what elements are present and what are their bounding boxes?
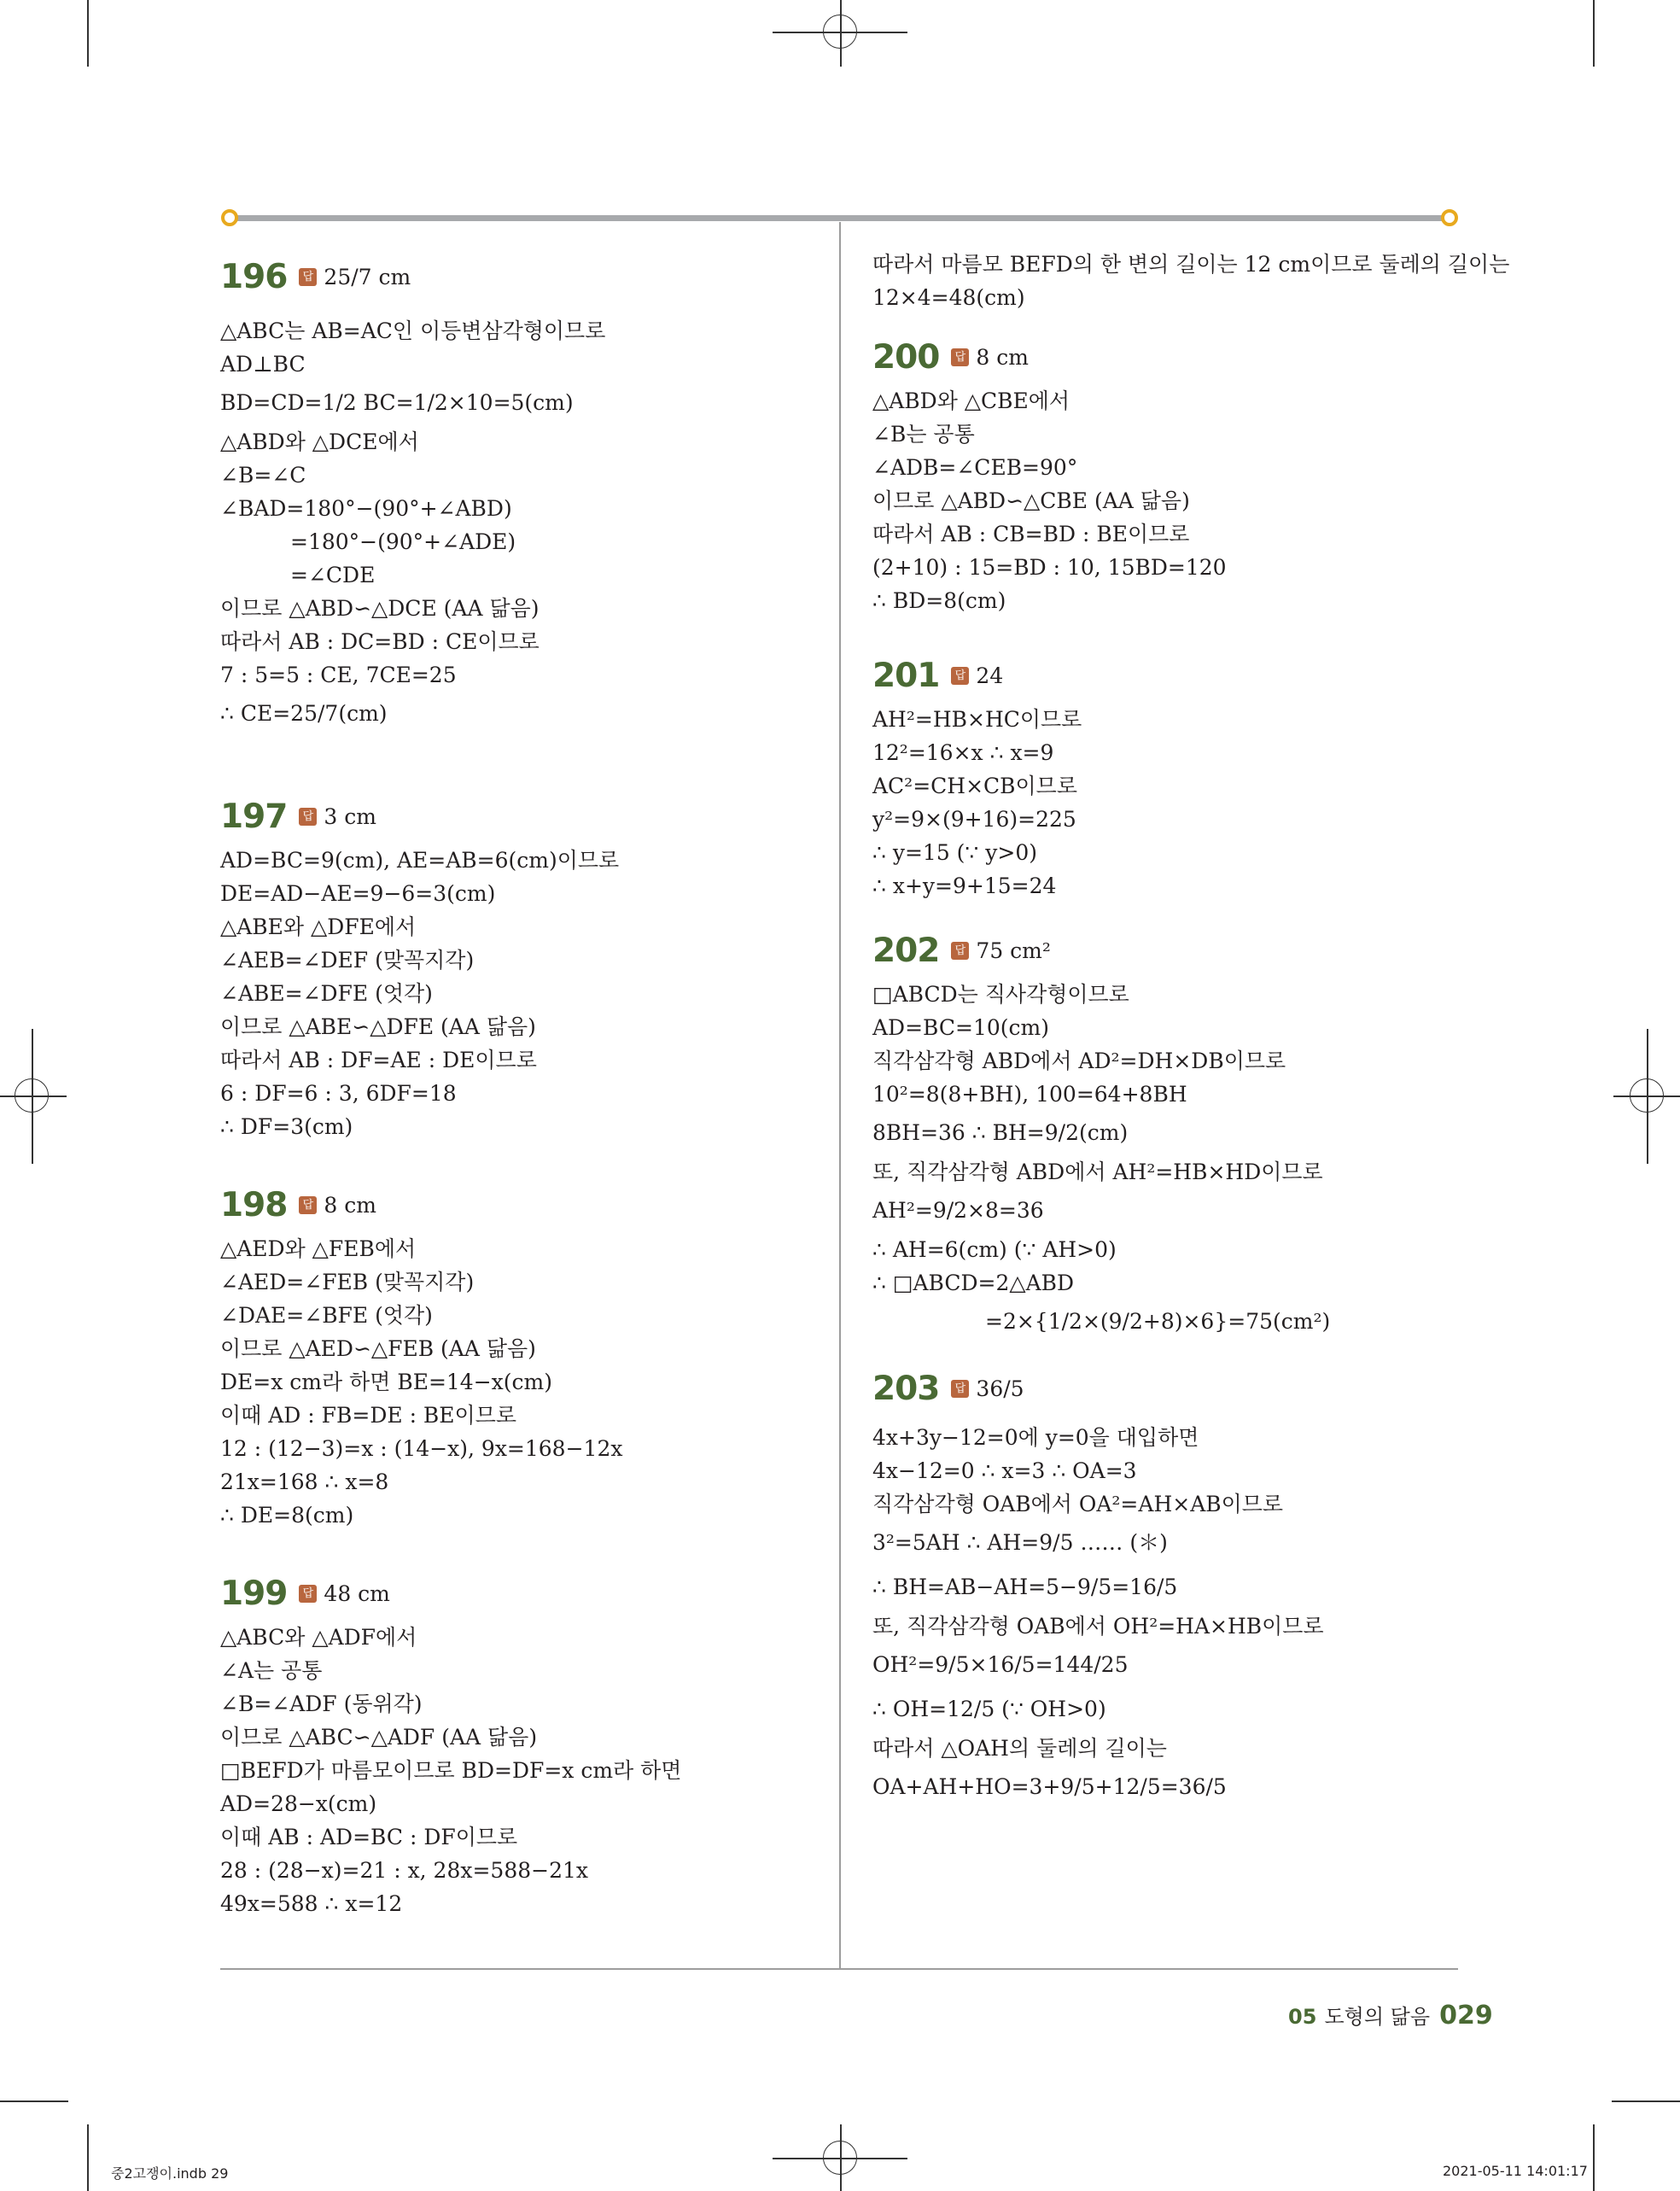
problem-number: 203 (872, 1369, 940, 1408)
problem-number: 201 (872, 656, 940, 695)
problem-answer: 36/5 (976, 1376, 1024, 1401)
solution-line: 따라서 AB : CB=BD : BE이므로 (872, 522, 1190, 546)
solution-line: ∠B=∠ADF (동위각) (220, 1691, 423, 1716)
solution-line: 따라서 AB : DC=BD : CE이므로 (220, 629, 540, 654)
solution-line: ∴ CE=25/7(cm) (220, 701, 388, 726)
chapter-title: 도형의 닮음 (1324, 2005, 1431, 2029)
solution-line: 7 : 5=5 : CE, 7CE=25 (220, 663, 457, 687)
crop-mark (1593, 0, 1595, 67)
solution-line: 따라서 △OAH의 둘레의 길이는 (872, 1736, 1167, 1761)
answer-badge: 답 (299, 808, 317, 826)
problem-header (872, 1356, 1461, 1421)
chapter-number: 05 (1288, 2005, 1317, 2029)
crop-mark (1593, 2124, 1595, 2191)
solution-line: 직각삼각형 OAB에서 OA²=AH×AB이므로 (872, 1492, 1284, 1516)
crop-mark (87, 0, 89, 67)
problem-header (872, 648, 1461, 703)
solution-line: DE=AD−AE=9−6=3(cm) (220, 881, 496, 906)
solution-line: 이므로 △ABE∽△DFE (AA 닮음) (220, 1014, 536, 1039)
solution-line: 이므로 △ABD∽△DCE (AA 닮음) (220, 596, 540, 621)
answer-badge: 답 (951, 667, 969, 685)
problem-number: 202 (872, 931, 940, 970)
solution-line: 12²=16×x ∴ x=9 (872, 740, 1054, 765)
solution-line: □BEFD가 마름모이므로 BD=DF=x cm라 하면 (220, 1758, 682, 1783)
header-rule-ring-right (1441, 209, 1458, 226)
solution-line: ∴ DE=8(cm) (220, 1503, 354, 1528)
solution-line: ∴ BH=AB−AH=5−9/5=16/5 (872, 1575, 1178, 1599)
solution-line: 또, 직각삼각형 OAB에서 OH²=HA×HB이므로 (872, 1614, 1324, 1639)
solution-line: △ABC는 AB=AC인 이등변삼각형이므로 (220, 318, 606, 343)
registration-mark-right (1630, 1078, 1664, 1113)
answer-badge: 답 (951, 942, 969, 960)
answer-badge: 답 (299, 268, 317, 286)
solution-line: 이때 AD : FB=DE : BE이므로 (220, 1403, 517, 1428)
solution-line: ∠AED=∠FEB (맞꼭지각) (220, 1270, 475, 1294)
solution-line: DE=x cm라 하면 BE=14−x(cm) (220, 1370, 552, 1394)
solution-line: ∠B=∠C (220, 463, 306, 488)
problem-answer: 8 cm (976, 344, 1029, 370)
solution-line: y²=9×(9+16)=225 (872, 807, 1076, 832)
answer-badge: 답 (299, 1585, 317, 1603)
solution-line: 8BH=36 ∴ BH=9/2(cm) (872, 1120, 1129, 1145)
solution-line: 10²=8(8+BH), 100=64+8BH (872, 1082, 1187, 1107)
solution-line: 21x=168 ∴ x=8 (220, 1469, 389, 1494)
solution-line: 4x−12=0 ∴ x=3 ∴ OA=3 (872, 1458, 1137, 1483)
column-divider (839, 222, 841, 1969)
problem-answer: 75 cm² (976, 938, 1051, 963)
solution-line: △ABC와 △ADF에서 (220, 1625, 417, 1650)
solution-line: ∴ BD=8(cm) (872, 588, 1006, 613)
solution-line: 12×4=48(cm) (872, 285, 1025, 310)
solution-line: =2×{1/2×(9/2+8)×6}=75(cm²) (985, 1309, 1331, 1334)
solution-line: 이때 AB : AD=BC : DF이므로 (220, 1825, 518, 1849)
problem-header (220, 249, 835, 304)
solution-line: 49x=588 ∴ x=12 (220, 1891, 403, 1916)
solution-line: △AED와 △FEB에서 (220, 1236, 417, 1261)
solution-line: 6 : DF=6 : 3, 6DF=18 (220, 1081, 457, 1106)
solution-line: 이므로 △ABC∽△ADF (AA 닮음) (220, 1725, 538, 1750)
solution-line: △ABD와 △CBE에서 (872, 389, 1070, 413)
solution-line: 또, 직각삼각형 ABD에서 AH²=HB×HD이므로 (872, 1160, 1323, 1184)
solution-line: 이므로 △ABD∽△CBE (AA 닮음) (872, 488, 1190, 513)
solution-line: AH²=HB×HC이므로 (872, 707, 1082, 732)
problem-answer: 25/7 cm (324, 264, 411, 289)
problem-answer: 8 cm (324, 1192, 376, 1218)
solution-line: 28 : (28−x)=21 : x, 28x=588−21x (220, 1858, 588, 1883)
solution-line: ∠DAE=∠BFE (엇각) (220, 1303, 433, 1328)
solution-line: △ABD와 △DCE에서 (220, 429, 419, 454)
solution-line: AD=BC=10(cm) (872, 1015, 1049, 1040)
solution-line: ∴ □ABCD=2△ABD (872, 1271, 1075, 1295)
solution-line: ∠AEB=∠DEF (맞꼭지각) (220, 948, 475, 973)
solution-line: ∴ y=15 (∵ y>0) (872, 840, 1038, 865)
problem-header (872, 330, 1461, 384)
solution-line: AH²=9/2×8=36 (872, 1198, 1044, 1223)
answer-badge: 답 (951, 1380, 969, 1398)
header-rule (229, 215, 1450, 221)
solution-line: OH²=9/5×16/5=144/25 (872, 1652, 1129, 1677)
print-slug-file: 중2고쟁이.indb 29 (111, 2165, 229, 2182)
solution-line: ∠B는 공통 (872, 422, 975, 447)
problem-answer: 3 cm (324, 803, 376, 829)
page-number: 029 (1439, 2001, 1493, 2030)
solution-line: AD⊥BC (220, 352, 306, 377)
registration-mark-left (15, 1078, 49, 1113)
crop-mark (0, 2100, 68, 2102)
solution-line: ∠ADB=∠CEB=90° (872, 455, 1078, 480)
solution-line: 4x+3y−12=0에 y=0을 대입하면 (872, 1425, 1199, 1450)
problem-number: 198 (220, 1185, 288, 1224)
solution-line: 12 : (12−3)=x : (14−x), 9x=168−12x (220, 1436, 623, 1461)
answer-badge: 답 (951, 348, 969, 366)
page-footer (1288, 2000, 1493, 2030)
solution-line: BD=CD=1/2 BC=1/2×10=5(cm) (220, 390, 574, 415)
solution-line: ∴ OH=12/5 (∵ OH>0) (872, 1697, 1106, 1721)
problem-answer: 24 (976, 663, 1004, 688)
solution-line: 따라서 마름모 BEFD의 한 변의 길이는 12 cm이므로 둘레의 길이는 (872, 252, 1510, 277)
registration-mark-bottom (823, 2141, 857, 2175)
crop-mark (1612, 2100, 1680, 2102)
solution-line: =180°−(90°+∠ADE) (290, 529, 516, 554)
bottom-rule (220, 1968, 1458, 1970)
left-column (220, 249, 835, 1920)
problem-number: 200 (872, 337, 940, 377)
problem-number: 197 (220, 797, 288, 836)
solution-line: ∠ABE=∠DFE (엇각) (220, 981, 433, 1006)
print-slug-datetime: 2021-05-11 14:01:17 (1443, 2163, 1588, 2179)
solution-line: 직각삼각형 ABD에서 AD²=DH×DB이므로 (872, 1049, 1286, 1073)
solution-line: 따라서 AB : DF=AE : DE이므로 (220, 1048, 537, 1072)
registration-mark-top (823, 15, 857, 49)
problem-header (220, 1566, 835, 1621)
problem-number: 199 (220, 1574, 288, 1613)
solution-line: ∴ x+y=9+15=24 (872, 873, 1057, 898)
solution-line: AD=28−x(cm) (220, 1791, 377, 1816)
solution-line: 이므로 △AED∽△FEB (AA 닮음) (220, 1336, 536, 1361)
solution-line: △ABE와 △DFE에서 (220, 914, 417, 939)
solution-line: OA+AH+HO=3+9/5+12/5=36/5 (872, 1774, 1227, 1799)
crop-mark (87, 2124, 89, 2191)
solution-line: (2+10) : 15=BD : 10, 15BD=120 (872, 555, 1227, 580)
solution-line: 3²=5AH ∴ AH=9/5 …… (＊) (872, 1530, 1168, 1555)
solution-line: □ABCD는 직사각형이므로 (872, 982, 1129, 1007)
solution-line: AC²=CH×CB이므로 (872, 774, 1077, 798)
problem-header (872, 923, 1461, 978)
solution-line: ∴ AH=6(cm) (∵ AH>0) (872, 1237, 1117, 1262)
solution-line: ∴ DF=3(cm) (220, 1114, 353, 1139)
problem-number: 196 (220, 257, 288, 296)
solution-line: =∠CDE (290, 563, 376, 587)
problem-header (220, 789, 835, 844)
answer-badge: 답 (299, 1196, 317, 1214)
problem-answer: 48 cm (324, 1580, 390, 1606)
solution-line: AD=BC=9(cm), AE=AB=6(cm)이므로 (220, 848, 620, 873)
right-column (872, 248, 1510, 1809)
solution-line: ∠BAD=180°−(90°+∠ABD) (220, 496, 512, 521)
problem-header (220, 1177, 835, 1232)
header-rule-ring-left (221, 209, 238, 226)
solution-line: ∠A는 공통 (220, 1658, 323, 1683)
